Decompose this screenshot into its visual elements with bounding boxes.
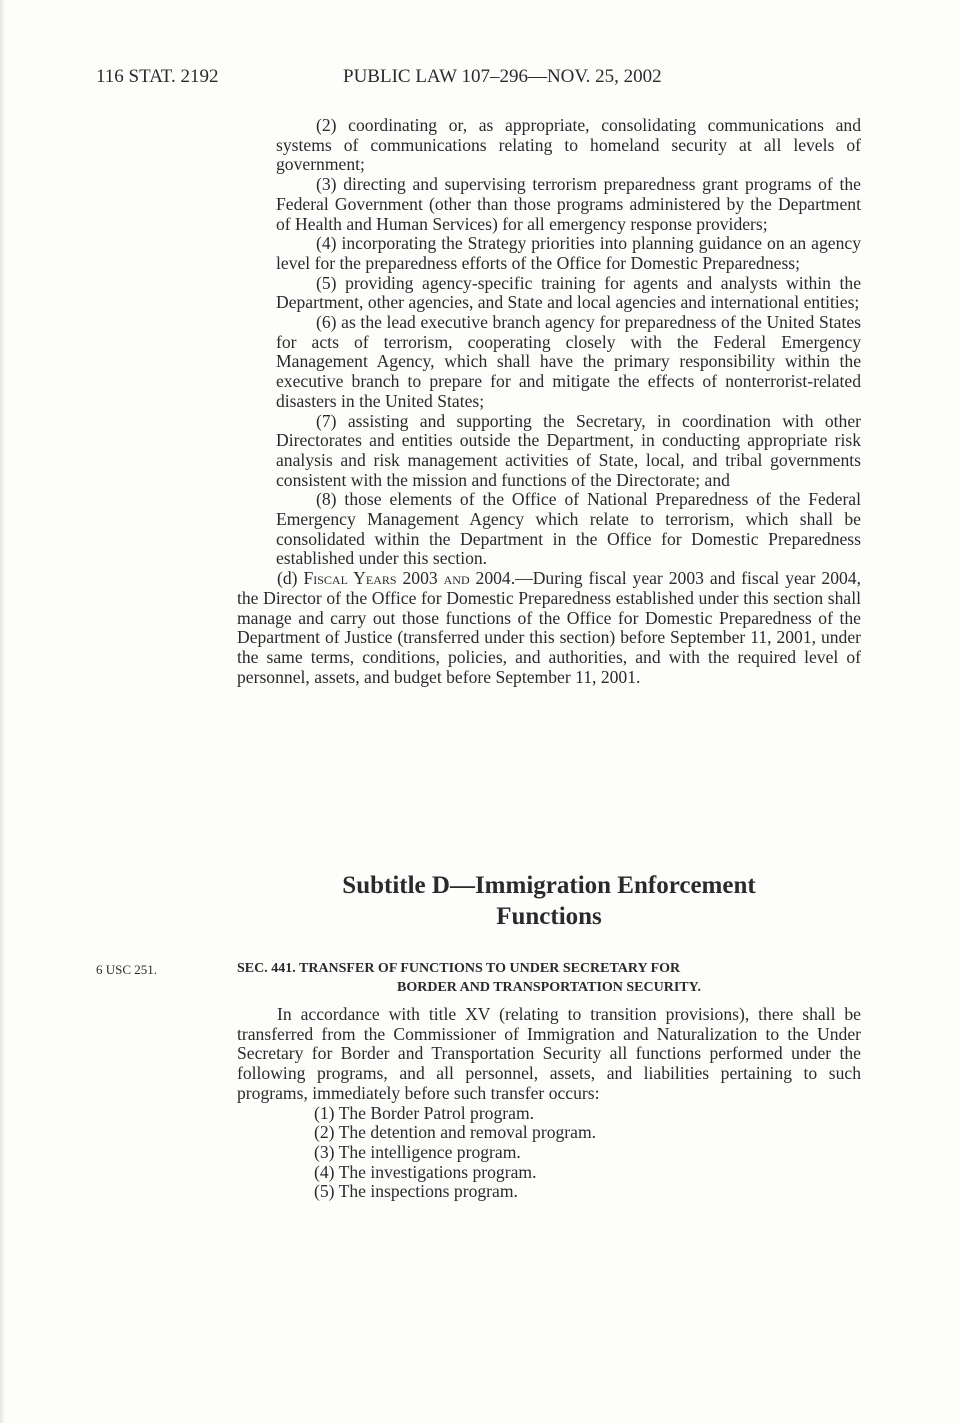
provision-6: (6) as the lead executive branch agency for preparedness of the United States for acts of terrorism, cooperating closely with the Federal Emergency Management Agency, which shall have the primary responsibility within the executive branch to prepare for and mitigate the effects of nonterrorist-related disasters in the United States; — [276, 312, 861, 411]
section-heading — [237, 960, 861, 997]
section-heading-line-2: BORDER AND TRANSPORTATION SECURITY. — [397, 979, 701, 995]
page-edge-shadow — [0, 0, 5, 1423]
subsection-c-continued — [237, 116, 861, 687]
subsection-d-text: —During fiscal year 2003 and fiscal year 2004, the Director of the Office for Domestic Preparedness established under this section shall manage and carry out those functions of the Office for Domestic Preparedness of the Department of Justice (transferred under this section) before September 11, 2001, under the same terms, conditions, policies, and authorities, and with the required level of personnel, assets, and budget before September 11, 2001. — [237, 568, 861, 687]
program-item: (5) The inspections program. — [314, 1181, 518, 1202]
program-item: (2) The detention and removal program. — [314, 1122, 597, 1143]
subtitle-heading — [237, 870, 861, 932]
program-item: (1) The Border Patrol program. — [314, 1102, 535, 1123]
program-item: (4) The investigations program. — [314, 1161, 537, 1182]
subtitle-line-2: Functions — [496, 903, 602, 930]
provision-5: (5) providing agency-specific training for agents and analysts within the Department, other agencies, and State and local agencies and international entities; — [276, 272, 861, 313]
subsection-d — [237, 569, 861, 687]
provision-3: (3) directing and supervising terrorism preparedness grant programs of the Federal Government (other than those programs administered by the Department of Health and Human Services) for all emergency response providers; — [276, 174, 861, 234]
provision-2: (2) coordinating or, as appropriate, consolidating communications and systems of communications relating to homeland security at all levels of government; — [276, 115, 861, 175]
provision-8: (8) those elements of the Office of National Preparedness of the Federal Emergency Management Agency which relate to terrorism, which shall be consolidated within the Department in the Office for Domestic Preparedness established under this section. — [276, 489, 861, 569]
subsection-d-label: (d) — [277, 568, 298, 589]
usc-margin-note: 6 USC 251. — [96, 962, 158, 977]
provision-7: (7) assisting and supporting the Secretary, in coordination with other Directorates and entities outside the Department, in conducting appropriate risk analysis and risk management activities of State, local, and tribal governments consistent with the mission and functions of the Directorate; and — [276, 410, 861, 490]
subsection-d-heading: Fiscal Years 2003 and 2004. — [303, 568, 516, 589]
provision-4: (4) incorporating the Strategy priorities into planning guidance on an agency level for the preparedness efforts of the Office for Domestic Preparedness; — [276, 233, 861, 273]
stat-page-number: 116 STAT. 2192 — [96, 66, 219, 87]
running-head — [0, 66, 961, 92]
section-intro: In accordance with title XV (relating to transition provisions), there shall be transferred from the Commissioner of Immigration and Naturalization to the Under Secretary for Border and Transportation Security all functions performed under the following programs, and all personnel, assets, and liabilities pertaining to such programs, immediately before such transfer occurs: — [237, 1004, 861, 1103]
section-441-body — [237, 1005, 861, 1202]
program-item: (3) The intelligence program. — [314, 1141, 521, 1162]
public-law-citation: PUBLIC LAW 107–296—NOV. 25, 2002 — [343, 66, 662, 87]
section-heading-line-1: SEC. 441. TRANSFER OF FUNCTIONS TO UNDER SECRETARY FOR — [237, 961, 681, 976]
subtitle-line-1: Subtitle D—Immigration Enforcement — [342, 872, 756, 899]
